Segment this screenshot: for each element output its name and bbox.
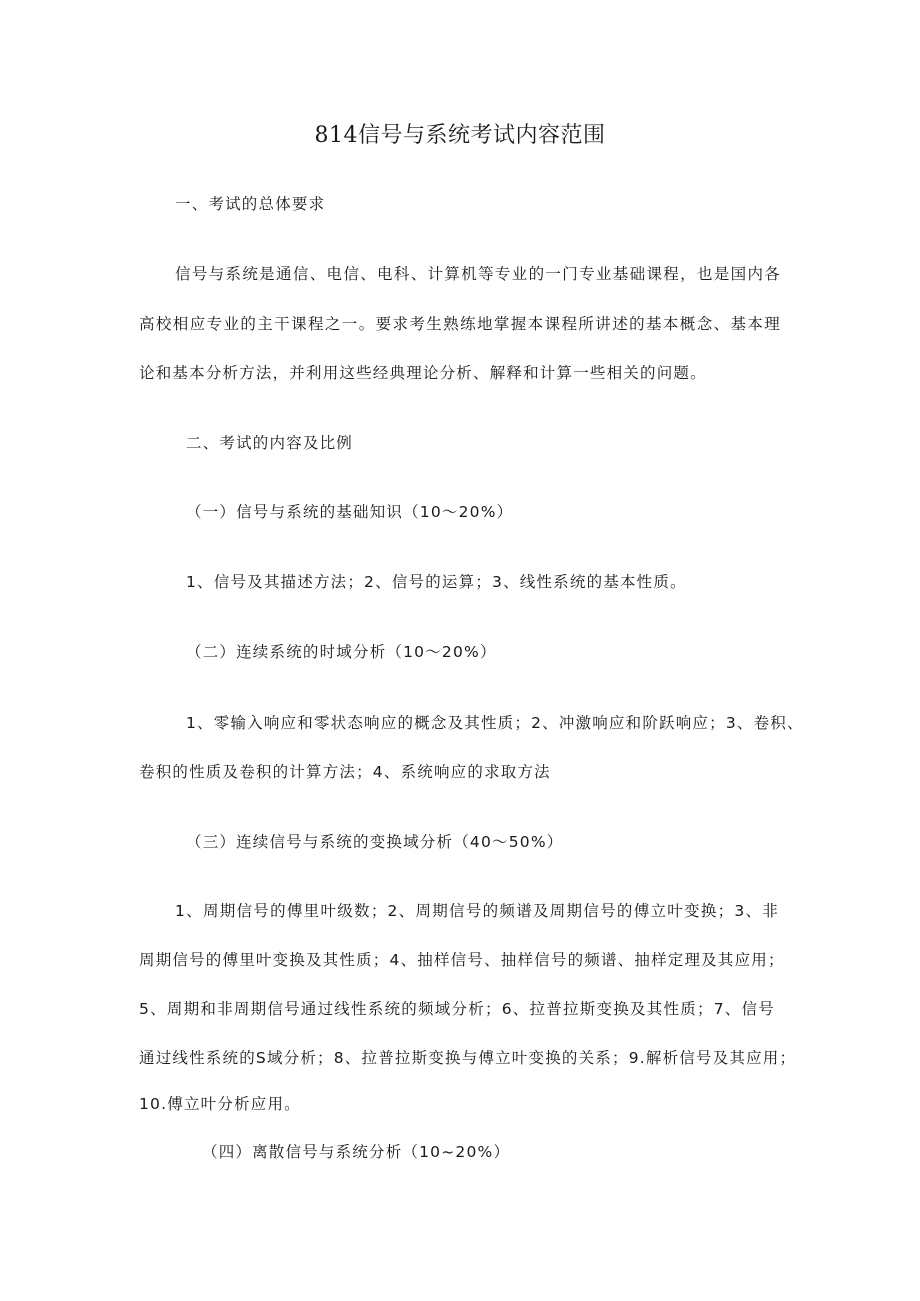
- paragraph-line-2: 高校相应专业的主干课程之一。要求考生熟练地掌握本课程所讲述的基本概念、基本理: [139, 315, 781, 333]
- subsection-heading-discrete: （四）离散信号与系统分析（10~20%）: [202, 1143, 511, 1161]
- document-title: 814信号与系统考试内容范围: [314, 123, 606, 148]
- transform-topics-line-5: 10.傅立叶分析应用。: [139, 1095, 301, 1113]
- subsection-heading-time-domain: （二）连续系统的时域分析（10～20%）: [186, 643, 497, 661]
- section-heading-general-requirements: 一、考试的总体要求: [175, 195, 326, 213]
- time-domain-topics-line-2: 卷积的性质及卷积的计算方法；4、系统响应的求取方法: [139, 763, 551, 781]
- transform-topics-line-1: 1、周期信号的傅里叶级数；2、周期信号的频谱及周期信号的傅立叶变换；3、非: [175, 902, 779, 920]
- section-heading-content-ratio: 二、考试的内容及比例: [186, 434, 354, 452]
- time-domain-topics-line-1: 1、零输入响应和零状态响应的概念及其性质；2、冲激响应和阶跃响应；3、卷积、: [186, 714, 804, 732]
- paragraph-line-1: 信号与系统是通信、电信、电科、计算机等专业的一门专业基础课程，也是国内各: [175, 265, 781, 283]
- transform-topics-line-4: 通过线性系统的S域分析；8、拉普拉斯变换与傅立叶变换的关系；9.解析信号及其应用；: [139, 1049, 797, 1067]
- paragraph-line-3: 论和基本分析方法，并利用这些经典理论分析、解释和计算一些相关的问题。: [139, 364, 707, 382]
- transform-topics-line-2: 周期信号的傅里叶变换及其性质；4、抽样信号、抽样信号的频谱、抽样定理及其应用；: [139, 951, 785, 969]
- basics-topics-line: 1、信号及其描述方法；2、信号的运算；3、线性系统的基本性质。: [186, 573, 687, 591]
- subsection-heading-transform-domain: （三）连续信号与系统的变换域分析（40～50%）: [186, 833, 564, 851]
- transform-topics-line-3: 5、周期和非周期信号通过线性系统的频域分析；6、拉普拉斯变换及其性质；7、信号: [139, 1000, 775, 1018]
- subsection-heading-basics: （一）信号与系统的基础知识（10～20%）: [186, 503, 514, 521]
